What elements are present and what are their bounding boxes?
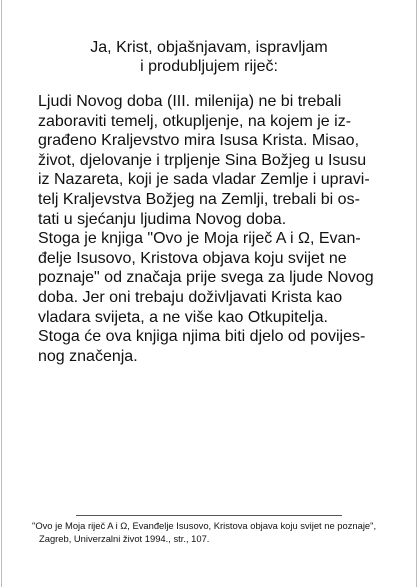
footnote-line-2: Zagreb, Univerzalni život 1994., str., 107. bbox=[39, 532, 210, 544]
heading-line-2: i produbljujem riječ: bbox=[140, 58, 278, 75]
heading-line-1: Ja, Krist, objašnjavam, ispravljam bbox=[90, 39, 328, 56]
footnote-separator bbox=[76, 515, 342, 516]
body-line: Stoga će ova knjiga njima biti djelo od povijes- bbox=[38, 328, 366, 346]
heading bbox=[40, 38, 378, 76]
body-line: zaboraviti temelj, otkupljenje, na kojem je iz- bbox=[38, 112, 352, 130]
body-line: građeno Kraljevstvo mira Isusa Krista. Misao, bbox=[38, 132, 360, 150]
body-line: život, djelovanje i trpljenje Sina Božjeg u Isusu bbox=[38, 151, 367, 169]
body-line: đelje Isusovo, Kristova objava koju svijet ne bbox=[38, 249, 347, 267]
footnote bbox=[32, 520, 402, 545]
body-line: poznaje" od značaja prije svega za ljude Novog bbox=[38, 269, 374, 287]
body-line: telj Kraljevstva Božjeg na Zemlji, trebali bi os- bbox=[38, 190, 360, 208]
body-line: iz Nazareta, koji je sada vladar Zemlje i upravi- bbox=[38, 171, 370, 189]
body-line: Stoga je knjiga "Ovo je Moja riječ A i Ω, Evan- bbox=[38, 230, 361, 248]
body-line: Ljudi Novog doba (III. milenija) ne bi trebali bbox=[38, 93, 342, 110]
body-line: nog značenja. bbox=[38, 347, 138, 365]
body-line: vladara svijeta, a ne više kao Otkupitelja. bbox=[38, 308, 328, 326]
body-line: doba. Jer oni trebaju doživljavati Krista kao bbox=[38, 288, 343, 306]
page-border-left bbox=[1, 0, 2, 587]
footnote-line-1: "Ovo je Moja riječ A i Ω, Evanđelje Isusovo, Kristova objava koju svijet ne poznaje", bbox=[32, 520, 377, 531]
body-line: tati u sjećanju ljudima Novog doba. bbox=[38, 210, 287, 228]
body-paragraph bbox=[38, 92, 388, 366]
page-border-right bbox=[416, 0, 417, 587]
